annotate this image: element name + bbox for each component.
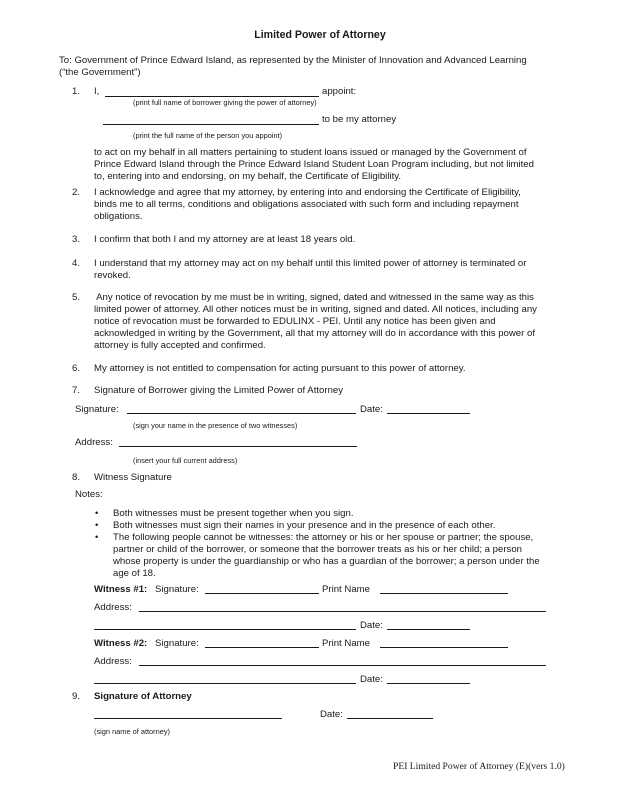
item4-line: revoked. [94,270,131,281]
witness2-print-label: Print Name [322,638,370,649]
bullet-dot: • [95,532,99,543]
borrower-address-hint: (insert your full current address) [133,456,238,465]
borrower-signature-hint: (sign your name in the presence of two witnesses) [133,421,298,430]
witness1-address-field-2[interactable] [94,629,356,630]
witness1-signature-label: Signature: [155,584,199,595]
page-footer: PEI Limited Power of Attorney (E)(vers 1.0) [393,761,565,772]
item5-line: limited power of attorney. All other notices must be in writing, signed and dated. All notices, including any [94,304,537,315]
borrower-date-field[interactable] [387,413,470,414]
appoint-label: appoint: [322,86,357,97]
item7-heading: Signature of Borrower giving the Limited Power of Attorney [94,385,344,396]
witness1-signature-field[interactable] [205,593,319,594]
item-number: 7. [71,385,80,396]
note-item: Both witnesses must be present together when you sign. [113,508,354,519]
witness2-signature-field[interactable] [205,647,319,648]
item5-line: Any notice of revocation by me must be in writing, signed, dated and witnessed in the same way as this [94,292,534,303]
witness2-label: Witness #2: [94,638,148,649]
note-item: The following people cannot be witnesses: the attorney or his or her spouse or partner; the spouse, [113,532,534,543]
witness2-date-field[interactable] [387,683,470,684]
notes-heading: Notes: [75,489,103,500]
item-number: 8. [71,472,80,483]
note-item-cont: whose property is under the guardianship or who has a guardian of the borrower; a person under the [113,556,540,567]
to-be-attorney-label: to be my attorney [322,114,397,125]
item5-line: acknowledged in writing by the Government, all that my attorney will do in accordance with this power of [94,328,535,339]
witness2-print-field[interactable] [380,647,508,648]
item2-line: binds me to all terms, conditions and obligations associated with such form and including repayment [94,199,519,210]
witness1-address-label: Address: [94,602,132,613]
witness2-address-label: Address: [94,656,132,667]
bullet-dot: • [95,508,99,519]
attorney-name-field[interactable] [103,124,319,125]
witness1-print-field[interactable] [380,593,508,594]
witness2-signature-label: Signature: [155,638,199,649]
borrower-name-field[interactable] [105,96,319,97]
note-item-cont: age of 18. [113,568,156,579]
item5-line: notice of revocation must be forwarded to EDULINX - PEI. Until any notice has been given and [94,316,496,327]
witness2-address-field-2[interactable] [94,683,356,684]
witness1-print-label: Print Name [322,584,370,595]
item-number: 9. [71,691,80,702]
item2-line: I acknowledge and agree that my attorney, by entering into and endorsing the Certificate of Eligibility, [94,187,521,198]
witness2-address-field[interactable] [139,665,546,666]
witness1-date-field[interactable] [387,629,470,630]
item5-line: attorney is fully accepted and confirmed. [94,340,266,351]
witness1-label: Witness #1: [94,584,148,595]
borrower-signature-field[interactable] [127,413,356,414]
item2-line: obligations. [94,211,143,222]
item-number: 1. [71,86,80,97]
item8-heading: Witness Signature [94,472,172,483]
item1-body-line: Prince Edward Island through the Prince Edward Island Student Loan Program including, but not limited [94,159,534,170]
note-item: Both witnesses must sign their names in your presence and in the presence of each other. [113,520,496,531]
item1-prefix: I, [94,86,100,97]
item-number: 5. [71,292,80,303]
note-item-cont: partner or child of the borrower, or someone that the borrower treats as his or her child; a person [113,544,523,555]
witness1-date-label: Date: [360,620,383,631]
item1-body-line: to, entering into and endorsing, on my behalf, the Certificate of Eligibility. [94,171,401,182]
addressee-definition: (“the Government”) [59,67,141,78]
item-number: 4. [71,258,80,269]
item1-body-line: to act on my behalf in all matters pertaining to student loans issued or managed by the Government of [94,147,527,158]
attorney-name-hint: (print the full name of the person you appoint) [133,131,283,140]
bullet-dot: • [95,520,99,531]
addressee-line: To: Government of Prince Edward Island, as represented by the Minister of Innovation and Advanced Learning [59,55,527,66]
borrower-address-label: Address: [75,437,113,448]
page-title: Limited Power of Attorney [254,29,386,41]
attorney-signature-hint: (sign name of attorney) [94,727,170,736]
item3-text: I confirm that both I and my attorney are at least 18 years old. [94,234,356,245]
borrower-address-field[interactable] [119,446,357,447]
item6-text: My attorney is not entitled to compensation for acting pursuant to this power of attorney. [94,363,466,374]
item-number: 6. [71,363,80,374]
attorney-signature-field[interactable] [94,718,282,719]
witness2-date-label: Date: [360,674,383,685]
item-number: 3. [71,234,80,245]
item4-line: I understand that my attorney may act on my behalf until this limited power of attorney is terminated or [94,258,527,269]
borrower-name-hint: (print full name of borrower giving the power of attorney) [133,98,317,107]
attorney-date-field[interactable] [347,718,433,719]
borrower-date-label: Date: [360,404,383,415]
attorney-date-label: Date: [320,709,343,720]
item9-heading: Signature of Attorney [94,691,192,702]
item-number: 2. [71,187,80,198]
witness1-address-field[interactable] [139,611,546,612]
borrower-signature-label: Signature: [75,404,119,415]
